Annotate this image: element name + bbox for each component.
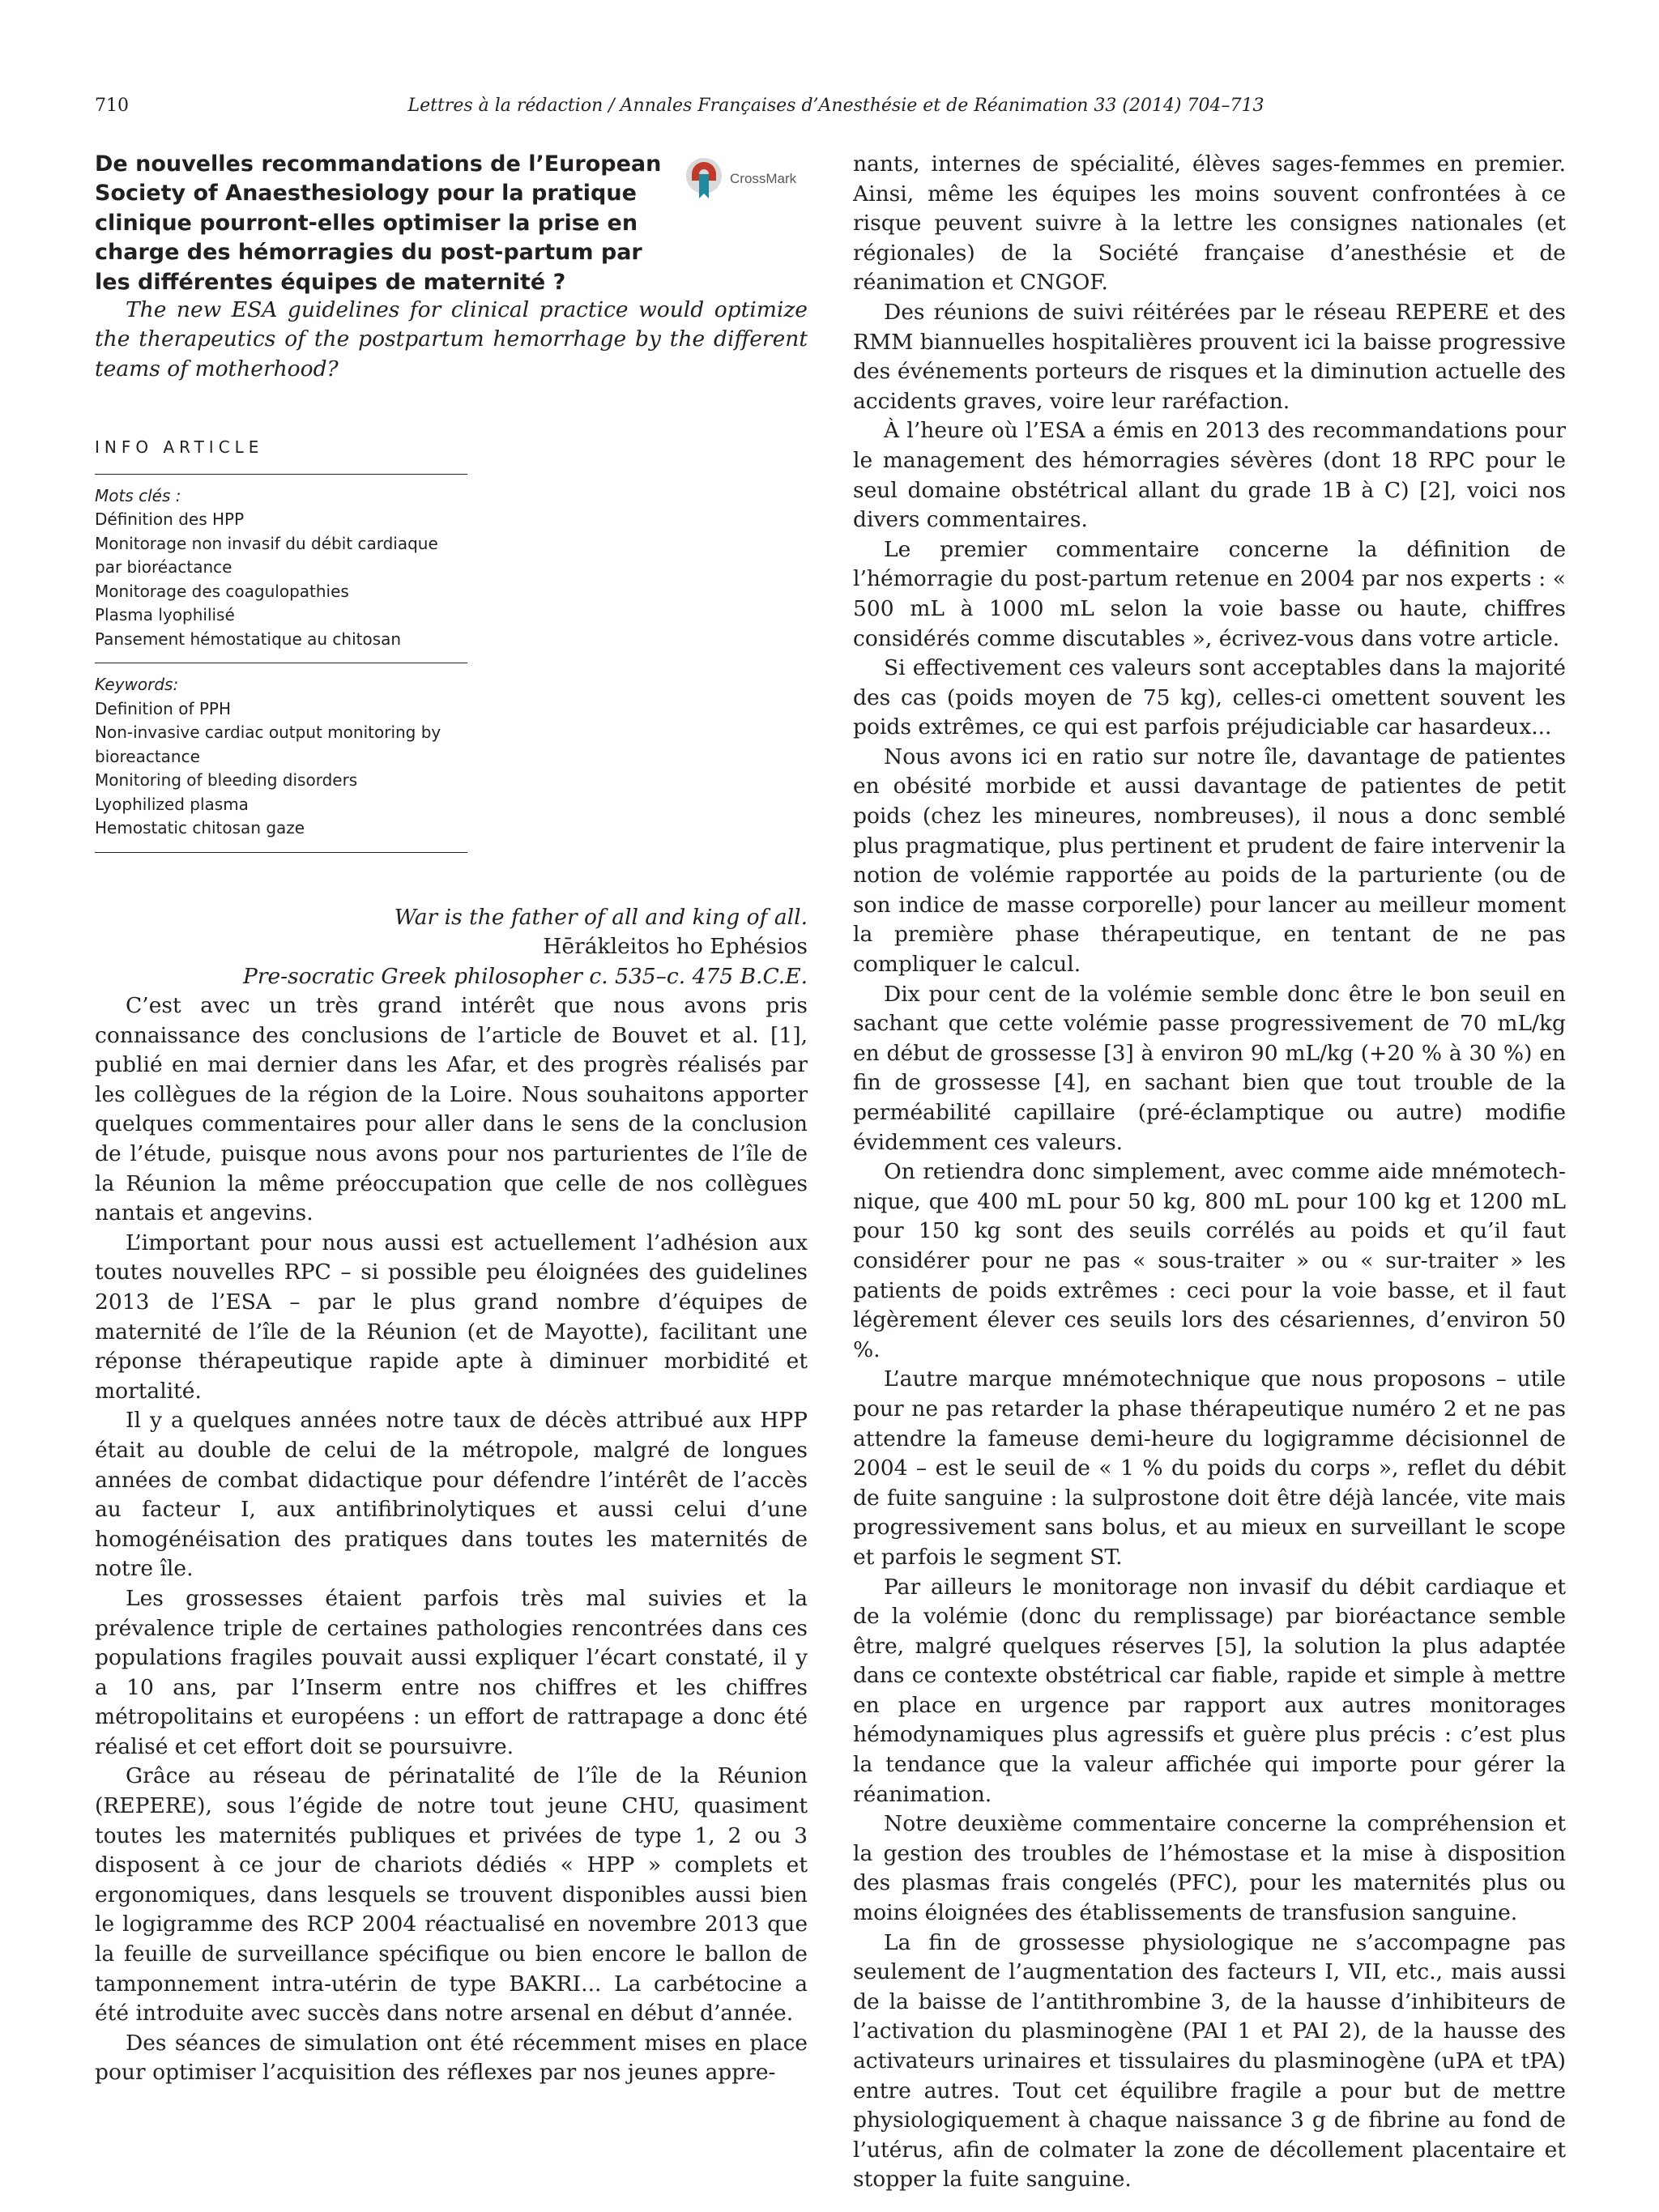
keyword-item: Non-invasive cardiac output monitoring by xyxy=(95,722,441,743)
title-block xyxy=(95,150,808,296)
mots-cle-item: Plasma lyophilisé xyxy=(95,605,235,625)
body-paragraph: Dix pour cent de la volémie semble donc être le bon seuil en sachant que cette volémie passe progressivement de 70 mL/kg en début de grossesse [3] à environ 90 mL/kg (+20 % à 30 %) en fin de grossesse [4], en sachant bien que tout trouble de la perméabilité capillaire (pré-éclamptique ou autre) modifie évidemment ces valeurs. xyxy=(853,981,1566,1155)
body-paragraph: L’autre marque mnémotechnique que nous proposons – utile pour ne pas retarder la phase thérapeutique numéro 2 et ne pas attendre la fameuse demi-heure du logigramme décisionnel de 2004 – est le seuil de « 1 % du poids du corps », reflet du débit de fuite sanguine : la sulprostone doit être déjà lancée, vite mais progressivement sans bolus, et au mieux en surveillant le scope et parfois le segment ST. xyxy=(853,1366,1566,1570)
article-title: De nouvelles recommandations de l’European Society of Anaesthesiology pour la pratique clinique pourront-elles optimiser la prise en charge des hémorragies du post-partum par les différentes équipes de maternité ? xyxy=(95,151,662,295)
left-body-text xyxy=(95,991,808,2088)
journal-citation: Lettres à la rédaction / Annales Françaises d’Anesthésie et de Réanimation 33 (2014) 704–713 xyxy=(407,96,1265,116)
body-paragraph: Il y a quelques années notre taux de décès attribué aux HPP était au double de celui de la métropole, malgré de longues années de combat didactique pour défendre l’intérêt de l’accès au facteur I, aux antifibrinolytiques et aussi celui d’une homogénéisation des pratiques dans toutes les maternités de notre île. xyxy=(95,1408,808,1582)
body-paragraph: Le premier commentaire concerne la définition de l’hémorragie du post-partum retenue en 2004 par nos experts : « 500 mL à 1000 mL selon la voie basse ou haute, chiffres considérés comme discutables », écrivez-vous dans votre article. xyxy=(853,536,1566,651)
epigraph xyxy=(95,903,808,991)
keyword-item: bioreactance xyxy=(95,746,200,766)
body-paragraph: La fin de grossesse physiologique ne s’accompagne pas seulement de l’augmentation des facteurs I, VII, etc., mais aussi de la baisse de l’antithrombine 3, de la hausse d’inhibiteurs de l’activation du plasminogène (PAI 1 et PAI 2), de la hausse des activateurs urinaires et tissulaires du plasminogène (uPA et tPA) entre autres. Tout cet équilibre fragile a pour but de mettre physiologiquement à chaque naissance 3 g de fibrine au fond de l’utérus, afin de colmater la zone de décollement placentaire et stopper la fuite sanguine. xyxy=(853,1929,1566,2193)
crossmark-icon xyxy=(684,156,723,202)
mots-cle-item: Monitorage des coagulopathies xyxy=(95,581,349,601)
right-column xyxy=(853,150,1566,2195)
page-number: 710 xyxy=(95,96,129,116)
body-paragraph: À l’heure où l’ESA a émis en 2013 des recommandations pour le management des hémorragies sévères (dont 18 RPC pour le seul domaine obstétrical allant du grade 1B à C) [2], voici nos divers commentaires. xyxy=(853,418,1566,533)
divider xyxy=(95,852,467,853)
body-paragraph: Des réunions de suivi réitérées par le réseau REPERE et des RMM biannuelles hospitalières prouvent ici la baisse progressive des événements porteurs de risques et la diminution actuelle des accidents graves, voire leur raréfaction. xyxy=(853,299,1566,414)
divider xyxy=(95,474,467,475)
keyword-item: Hemostatic chitosan gaze xyxy=(95,818,305,838)
body-paragraph: On retiendra donc simplement, avec comme aide mnémotech-nique, que 400 mL pour 50 kg, 800 mL pour 100 kg et 1200 mL pour 150 kg sont des seuils corrélés au poids et qu’il faut considérer pour ne pas « sous-traiter » ou « sur-traiter » les patients de poids extrêmes : ceci pour la voie basse, et il faut légèrement élever ces seuils lors des césariennes, d’environ 50 %. xyxy=(853,1159,1566,1362)
left-column xyxy=(95,150,808,2088)
mots-cle-item: par bioréactance xyxy=(95,557,232,578)
body-paragraph: L’important pour nous aussi est actuellement l’adhésion aux toutes nouvelles RPC – si possible peu éloignées des guidelines 2013 de l’ESA – par le plus grand nombre d’équipes de maternité de l’île de la Réunion (et de Mayotte), facilitant une réponse thérapeutique rapide apte à diminuer morbidité et mortalité. xyxy=(95,1230,808,1404)
keywords-label: Keywords: xyxy=(95,675,179,695)
body-paragraph: Les grossesses étaient parfois très mal suivies et la prévalence triple de certaines pathologies rencontrées dans ces populations fragiles pouvait aussi expliquer l’écart constaté, il y a 10 ans, par l’Inserm entre nos chiffres et les chiffres métropolitains et européens : un effort de rattrapage a donc été réalisé et cet effort doit se poursuivre. xyxy=(95,1585,808,1759)
body-paragraph: Notre deuxième commentaire concerne la compréhension et la gestion des troubles de l’hémostase et la mise à disposition des plasmas frais congelés (PFC), pour les maternités plus ou moins éloignées des établissements de transfusion sanguine. xyxy=(853,1811,1566,1926)
mots-cles-label: Mots clés : xyxy=(95,485,181,505)
english-title: The new ESA guidelines for clinical practice would optimize the therapeutics of the postpartum hemorrhage by the different teams of motherhood? xyxy=(95,297,808,381)
crossmark-label: CrossMark xyxy=(730,170,797,186)
mots-cles-list xyxy=(95,508,467,651)
running-header xyxy=(95,96,1577,128)
crossmark-badge[interactable] xyxy=(684,156,808,202)
body-paragraph: Nous avons ici en ratio sur notre île, davantage de patientes en obésité morbide et aussi davantage de patientes de petit poids (chez les mineures, nombreuses), il nous a donc semblé plus pragmatique, plus pertinent et prudent de faire intervenir la notion de volémie rapportée au poids de la parturiente (ou de son indice de masse corporelle) pour lancer au meilleur moment la première phase thérapeutique, en tentant de ne pas compliquer le calcul. xyxy=(853,744,1566,978)
keyword-item: Definition of PPH xyxy=(95,698,231,718)
keyword-item: Monitoring of bleeding disorders xyxy=(95,770,358,791)
mots-cle-item: Définition des HPP xyxy=(95,509,245,530)
info-article-box xyxy=(95,474,467,853)
body-paragraph: Des séances de simulation ont été récemment mises en place pour optimiser l’acquisition des réflexes par nos jeunes appre- xyxy=(95,2030,808,2086)
mots-cle-item: Pansement hémostatique au chitosan xyxy=(95,629,402,649)
mots-cle-item: Monitorage non invasif du débit cardiaque xyxy=(95,533,438,553)
epigraph-caption: Pre-socratic Greek philosopher c. 535–c. 475 B.C.E. xyxy=(243,963,808,989)
body-paragraph: Par ailleurs le monitorage non invasif du débit cardiaque et de la volémie (donc du remplissage) par bioréactance semble être, malgré quelques réserves [5], la solution la plus adaptée dans ce contexte obstétrical car fiable, rapide et simple à mettre en place en urgence par rapport aux autres monitorages hémodynamiques plus agressifs et guère plus précis : c’est plus la tendance que la valeur affichée qui importe pour gérer la réanimation. xyxy=(853,1574,1566,1807)
keywords-list xyxy=(95,697,467,841)
body-paragraph: Si effectivement ces valeurs sont acceptables dans la majorité des cas (poids moyen de 75 kg), celles-ci omettent souvent les poids extrêmes, ce qui est parfois préjudiciable car hasardeux... xyxy=(853,655,1566,740)
epigraph-quote: War is the father of all and king of all. xyxy=(394,904,808,930)
body-paragraph: C’est avec un très grand intérêt que nous avons pris connaissance des conclusions de l’article de Bouvet et al. [1], publié en mai dernier dans les Afar, et des progrès réalisés par les collègues de la région de la Loire. Nous souhaitons apporter quelques commentaires pour aller dans le sens de la conclusion de l’étude, puisque nous avons pour nos parturientes de l’île de la Réunion la même préoccupation que celle de nos collègues nantais et angevins. xyxy=(95,993,808,1226)
body-paragraph: Grâce au réseau de périnatalité de l’île de la Réunion (REPERE), sous l’égide de notre tout jeune CHU, quasiment toutes les maternités publiques et privées de type 1, 2 ou 3 disposent à ce jour de chariots dédiés « HPP » complets et ergonomiques, dans lesquels se trouvent disponibles aussi bien le logigramme des RCP 2004 réactualisé en novembre 2013 que la feuille de surveillance spécifique ou bien encore le ballon de tamponnement intra-utérin de type BAKRI... La carbétocine a été introduite avec succès dans notre arsenal en début d’année. xyxy=(95,1763,808,2027)
keyword-item: Lyophilized plasma xyxy=(95,794,249,814)
info-article-heading: INFO ARTICLE xyxy=(95,437,264,458)
body-paragraph: nants, internes de spécialité, élèves sages-femmes en premier. Ainsi, même les équipes les moins souvent confrontées à ce risque peuvent suivre à la lettre les consignes nationales (et régionales) de la Société française d’anesthésie et de réanimation et CNGOF. xyxy=(853,151,1566,296)
epigraph-author: Hērákleitos ho Ephésios xyxy=(543,934,808,960)
